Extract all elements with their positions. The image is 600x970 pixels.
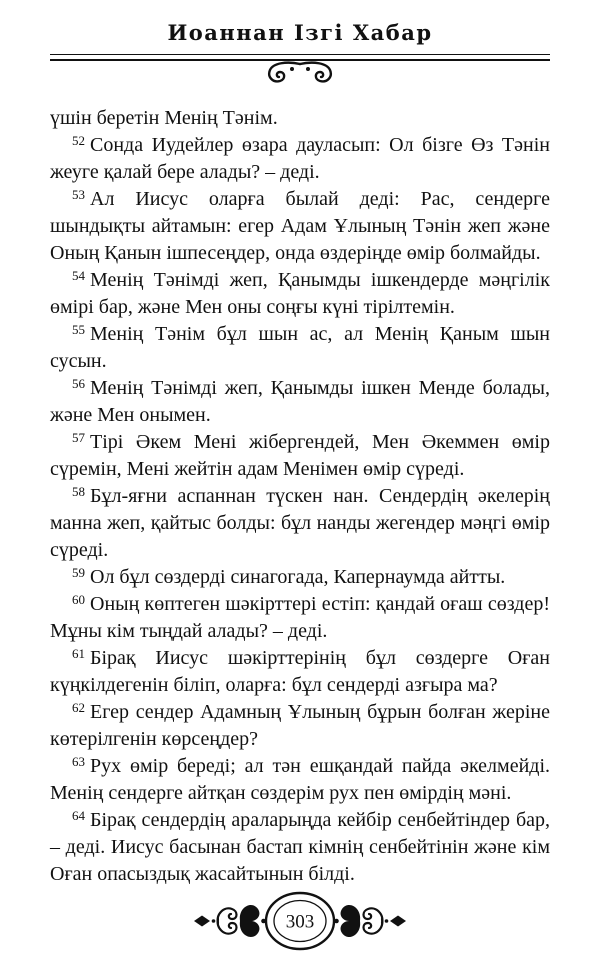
verse-number: 62 bbox=[72, 700, 85, 715]
verse-number: 59 bbox=[72, 565, 85, 580]
verse-text: Ал Иисус оларға былай деді: Рас, сендерге шындықты айтамын: егер Адам Ұлының Тәнін жеп және Оның Қанын ішпесеңдер, онда өздеріңде өмір болмайды. bbox=[50, 188, 550, 264]
scroll-flourish-icon bbox=[245, 61, 355, 85]
header-rule bbox=[50, 54, 550, 61]
verse bbox=[50, 375, 550, 429]
verse-number: 60 bbox=[72, 592, 85, 607]
verse bbox=[50, 429, 550, 483]
verse bbox=[50, 645, 550, 699]
verse-text: Сонда Иудейлер өзара дауласып: Ол бізге Өз Тәнін жеуге қалай бере алады? – деді. bbox=[50, 134, 550, 183]
verse-number: 53 bbox=[72, 187, 85, 202]
verse-list bbox=[50, 132, 550, 888]
verse-number: 52 bbox=[72, 133, 85, 148]
verse-text: Менің Тәнімді жеп, Қанымды ішкен Менде болады, және Мен онымен. bbox=[50, 377, 550, 426]
verse-number: 63 bbox=[72, 754, 85, 769]
verse-number: 57 bbox=[72, 430, 85, 445]
verse bbox=[50, 807, 550, 888]
verse-text: Оның көптеген шәкірттері естіп: қандай оғаш сөздер! Мұны кім тыңдай алады? – деді. bbox=[50, 593, 550, 642]
verse-text: Рух өмір береді; ал тән ешқандай пайда әкелмейді. Менің сендерге айтқан сөздерім рух пен өмірдің мәні. bbox=[50, 755, 550, 804]
left-flourish bbox=[194, 905, 266, 937]
verse-text: Бірақ Иисус шәкірттерінің бұл сөздерге Оған күңкілдегенін біліп, оларға: бұл сендерді азғыра ма? bbox=[50, 647, 550, 696]
verse-text: Бірақ сендердің араларыңда кейбір сенбейтіндер бар, – деді. Иисус басынан бастап кімнің сенбейтінін және кім Оған опасыздық жасайтынын білді. bbox=[50, 809, 550, 885]
verse-number: 54 bbox=[72, 268, 85, 283]
verse-text: Егер сендер Адамның Ұлының бұрын болған жеріне көтерілгенін көрсеңдер? bbox=[50, 701, 550, 750]
verse-text: Тірі Әкем Мені жібергендей, Мен Әкеммен өмір сүремін, Мені жейтін адам Менімен өмір сүреді. bbox=[50, 431, 550, 480]
right-flourish bbox=[334, 905, 406, 937]
scripture-text bbox=[50, 105, 550, 888]
verse bbox=[50, 132, 550, 186]
verse-number: 55 bbox=[72, 322, 85, 337]
verse bbox=[50, 483, 550, 564]
verse-number: 56 bbox=[72, 376, 85, 391]
verse bbox=[50, 564, 550, 591]
verse-text: Менің Тәнім бұл шын ас, ал Менің Қаным шын сусын. bbox=[50, 323, 550, 372]
page-footer bbox=[0, 890, 600, 952]
verse-number: 61 bbox=[72, 646, 85, 661]
verse bbox=[50, 753, 550, 807]
page-header-title: Иоаннан Ізгі Хабар bbox=[167, 20, 433, 45]
verse bbox=[50, 321, 550, 375]
verse bbox=[50, 591, 550, 645]
verse-text: Менің Тәнімді жеп, Қанымды ішкендерде мәңгілік өмірі бар, және Мен оны соңғы күні тірілтемін. bbox=[50, 269, 550, 318]
verse bbox=[50, 186, 550, 267]
verse-text: Бұл-яғни аспаннан түскен нан. Сендердің әкелерің манна жеп, қайтыс болды: бұл нанды жегендер мәңгі өмір сүреді. bbox=[50, 485, 550, 561]
verse-text: Ол бұл сөздерді синагогада, Капернаумда айтты. bbox=[90, 566, 506, 588]
page-number: 303 bbox=[285, 911, 315, 933]
verse bbox=[50, 699, 550, 753]
header-ornament bbox=[50, 61, 550, 85]
verse-number: 64 bbox=[72, 808, 85, 823]
verse-number: 58 bbox=[72, 484, 85, 499]
footer-ornament-icon bbox=[194, 890, 406, 952]
continuation-line: үшін беретін Менің Тәнім. bbox=[50, 107, 278, 129]
verse bbox=[50, 267, 550, 321]
